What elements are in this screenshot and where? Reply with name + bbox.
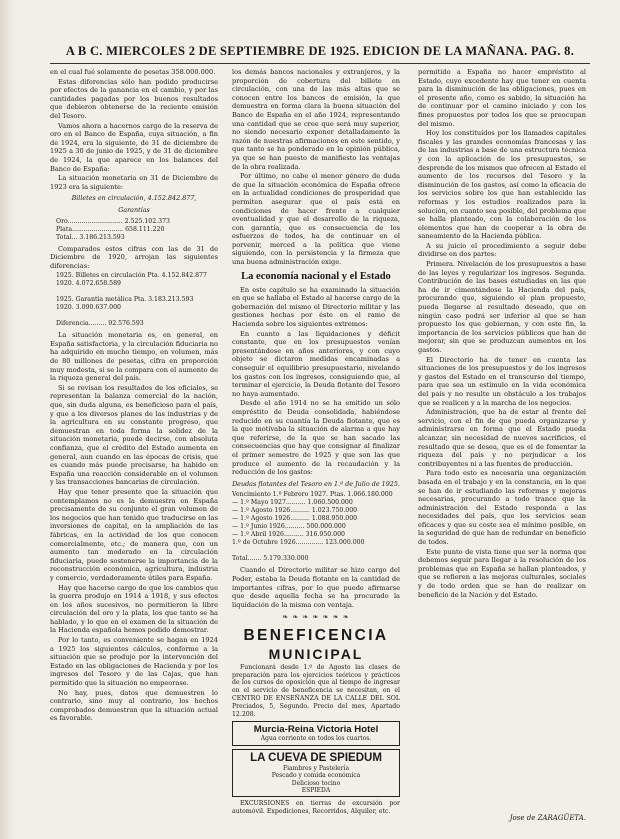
col1-paragraph: La situación monetaria es, en general, en España satisfactoria, y la circulación fiduciaria no ha adquirido en mucho tiempo, en volumen, más de 80 millones de pesetas, cifra en proporción muy modesta, si se la compara con el aumento de la riqueza general del país. [50,331,218,383]
col1-paragraph: Comparados estos cifras con las de 31 de Diciembre de 1920, arrojan las siguientes diferencias: [50,244,218,270]
table-row: Plata.......................... 658.111.220 [56,225,165,233]
col1-paragraph: en el cual fué solamente de pesetas 358.000.000. [50,68,216,76]
col1-paragraph: Vamos ahora a hacernos cargo de la reserva de oro en el Banco de España, cuya situación, a fin de 1924, era la siguiente, de 31 de diciembre de 1925 a 30 de junio de 1925, y de 31 de diciembre de 1924, la que aparece en los balances del Banco de España: [50,121,218,173]
ad-text: EXCURSIONES en tierras de excursión por automóvil. Expediciones, Recorridos, Alquiler, etc. [232,800,400,816]
column-1 [50,68,218,798]
ad-subtitle: ESPIEDA [301,787,331,795]
col3-paragraph: Este punto de vista tiene que ser la norma que debemos seguir para llegar a la resolución de los problemas que en España se hallan planteados, y que se refieren a las mejoras culturales, sociales y de todo orden que se han de realizar en beneficio de la Nación y del Estado. [418,547,586,599]
col1-paragraph: La situación monetaria en 31 de Diciembre de 1923 era la siguiente: [50,174,218,191]
table-row [232,547,400,555]
table-row [56,312,218,320]
col3-paragraph: Primera. Nivelación de los presupuestos a base de las leyes y regularizar los ingresos. Segunda. Contribución de las bases estudiadas en las que ha de ir cimentándose la Hacienda del país, procurando que, siguiendo el plan propuesto, pueda llegarse al resultado deseado, que en ningún caso podrá ser inferior al que se han propuesto los que gobiernan, y con este fin, la importancia de los servicios públicos que han de mejorar, sin que se produzcan aumentos en los gastos. [418,260,586,354]
ad-subtitle: Fiambres y Pastelería [282,764,350,772]
col2-paragraph: En cuanto a las liquidaciones y déficit constante, que en los presupuestos venían presentándose en años anteriores, y con cuyo objeto se dictaron medidas encaminadas a conseguir el equilibrio presupuestario, nivelando los gastos con los ingresos, consiguiendo que, al terminar el ejercicio, la Deuda flotante del Tesoro no haya aumentado. [232,329,400,398]
col2-paragraph: Cuando el Directorio militar se hizo cargo del Poder, estaba la Deuda flotante en la cantidad de importantes cifras, por lo que puede afirmarse que desde aquella fecha se ha procurado la liquidación de la misma con ventaja. [232,566,400,609]
ad-text: Funcionará desde 1.º de Agosto las clases de preparación para los ejercicios teóricos y prácticos de los cursos de oposición que al tiempo de ingresar en el servicio de beneficencia se necesitan, en el CENTRO DE ENSEÑANZA DE LA CALLE DEL SOL Preciados, 5, Segundo. Precio del mes, Apartado 12.208. [232,663,400,718]
col1-subheading: Billetes en circulación, 4.152.842.877, [71,194,197,203]
ad-subtitle: Agua corriente en todos los cuartos. [260,735,372,743]
col1-paragraph: Estas diferencias sólo han podido producirse por efectos de la ganancia en el cambio, y por las cantidades pagadas por los buenos resultados que debieron obtenerse de la reciente emisión del Tesoro. [50,77,218,120]
table-row: — 1.º Mayo 1927.......... 1.060.500.000 [232,499,353,507]
col3-paragraph: Para todo esto es necesaria una organización basada en el trabajo y en la constancia, en la que se han de ir estudiando las reformas y mejoras necesarias, procurando a todo trance que la administración del Estado responda a las necesidades del país, que los servicios sean eficaces y que su coste sea el mínimo posible, en la seguridad de que han de redundar en beneficio de todos. [418,469,586,547]
col2-paragraph: En este capítulo se ha examinado la situación en que se hallaba el Estado al hacerse cargo de la gobernación del mismo el Directorio militar y las gestiones hechas por éste en el ramo de Hacienda sobre los siguientes extremos: [232,285,400,329]
table-row: Oro............................ 2.525.102.373 [56,217,170,225]
table-row: 1925. Garantía metálica Pta. 3.183.213.593 [56,296,194,304]
table-row: — 1.º Agosto 1926.......... 1.023.750.000 [232,507,358,515]
col2-subheading: Deudas flotantes del Tesoro en 1.º de Julio de 1925. [232,479,400,488]
ad-cueva [232,749,400,798]
page-header: A B C. MIERCOLES 2 DE SEPTIEMBRE DE 1925. EDICION DE LA MAÑANA. PAG. 8. [65,44,575,58]
col1-paragraph: No hay, pues, datos que demuestren lo contrario, sino muy al contrario, los hechos comprobados demuestran que la situación actual es favorable. [50,688,218,723]
ad-beneficencia [232,626,400,719]
col1-paragraph: Si se revisan los resultados de los oficiales, se representan la balanza comercial de la nación, que, sin duda alguna, es beneficioso para el país, y que a los diversos planes de las industrias y de la agricultura en su constante progreso, que demuestran en toda forma la solidez de la situación monetaria, puede decirse, con absoluta confianza, que el crédito del Estado aumenta en general, aun cuando en las épocas de crisis, que es cuando más puede precisarse, ha habido en España una reacción considerable en el volumen y las transacciones bancarias de circulación. [50,383,218,487]
table-row: 1920. 4.072.658.589 [56,280,121,288]
table-row: Total... 3.186.213.593 [56,233,125,241]
col1-subheading: Garantías [118,205,150,214]
ad-title: BENEFICENCIA [243,626,389,644]
col1-table-2 [56,272,218,328]
ad-subtitle: Delicioso tocino [291,779,341,787]
col2-paragraph: los demás bancos nacionales y extranjeros, y la proporción de cobertura del billete en circulación, con una de las más altas que se conocen entre los bancos de emisión, la que demuestra en forma clara la buena situación del Banco de España en el año 1924, representando una cantidad que se cree que será muy superior, no siendo necesario exponer detalladamente la razón de nuestras afirmaciones en este sentido, y que tanto se ha ponderado en la opinión pública, ya que se han puesto de manifiesto las ventajas de la obra realizada. [232,68,400,171]
col1-paragraph: Hay que tener presente que la situación que contemplamos no es la demuestra en España precisamente de su conjunto el gran volumen de los negocios que han tenido que traducirse en las inversiones de capital, en la ampliación de las fábricas, en la actividad de los que conocen comercialmente, etc.; de manera que, con un aumento tan moderado en la circulación fiduciaria, puede sostenerse la importancia de la reconstrucción económica, agricultura, industria y comercio, verdaderamente útiles para España. [50,487,218,582]
ad-title: LA CUEVA DE SPIEDUM [250,751,382,764]
header-rule [50,63,590,64]
col1-paragraph: Por lo tanto, es conveniente se hagan en 1924 a 1925 los siguientes cálculos, conforme a la situación que se produjo por la intervención del Estado en las obligaciones de Hacienda y por los ingresos del Tesoro y de las Cajas, que han permitido que la situación no empeorase. [50,636,218,688]
col2-paragraph: Desde el año 1914 no se ha emitido un sólo empréstito de Deuda consolidada, habiéndose reducido en su cuantía la Deuda flotante, que es la que motivaba la situación de alarma a que hay que referirse, de la que se han sacado las consecuencias que hay que consignar al finalizar el primer semestre de 1925 y que son las que produce el aumento de la recaudación y la reducción de los gastos: [232,399,400,477]
ad-hotel [232,721,400,745]
col3-paragraph: El Directorio ha de tener en cuenta las situaciones de los presupuestos y de los ingresos y gastos del Estado en el transcurso del tiempo, para que sea un estímulo en la vida económica del país y no resulte un obstáculo a los trabajos que se realicen y a la marcha de los negocios. [418,355,586,407]
table-row [56,288,218,296]
col3-paragraph: permitido a España no hacer empréstito al Estado, cuyo excedente hay que tener en cuenta para la disminución de las obligaciones, pues en el presente año, como es sabido, la situación ha de continuar por el camino iniciado y con los fines propuestos por todos los que se preocupan del mismo. [418,68,586,128]
table-row: — 1.º Abril 1926.......... 316.950.000 [232,531,345,539]
table-row: Total....... 5.179.330.000 [232,555,309,563]
ad-subtitle: Pescado y comida económica [271,772,361,780]
table-row: 1920. 3.090.637.000 [56,304,121,312]
table-row: Vencimiento 1.º Febrero 1927. Ptas. 1.066.180.000 [232,491,393,499]
col3-paragraph: Administración, que ha de estar al frente del servicio, con el fin de que pueda organizarse y administrarse en forma que el Estado pueda alcanzar, sin necesidad de nuevos sacrificios, el resultado que se desea, que es el de fomentar la riqueza del país y no perjudicar a los contribuyentes ni a las fuentes de producción. [418,408,586,468]
author-signature: Jose de ZARAGÜETA. [509,814,586,822]
col1-paragraph: Hay que hacerse cargo de que los cambios que la guerra produjo en 1914 a 1918, y sus efectos en los años sucesivos, no permitieron la libre circulación del oro y la plata, los que tanto se ha hablado, y lo que en el examen de la situación de la Hacienda española hemos podido demostrar. [50,583,218,635]
table-row: Diferencia......... 92.576.593 [56,320,144,328]
col3-paragraph: A su juicio el procedimiento a seguir debe dividirse en dos partes: [418,241,586,259]
ornament-divider: ❧ ❧ ❧ ❧ ❧ ❧ ❧ [282,613,350,622]
col2-paragraph: Por último, no cabe el menor género de duda de que la situación económica de España ofrece en la actualidad condiciones de prosperidad que permiten asegurar que el país está en condiciones de hacer frente a cualquier eventualidad y que el desarrollo de la riqueza, con garantía, que es consecuencia de los esfuerzos de todos, ha de continuar en el porvenir, merced a la política que viene siguiendo, con la persistencia y la firmeza que una buena administración exige. [232,172,400,267]
table-row: 1.º de Octubre 1926.............. 123.000.000 [232,539,365,547]
section-heading: La economía nacional y el Estado [241,270,391,282]
column-2 [232,68,400,816]
col3-paragraph: Hoy los constituídos por los llamados capitales fiscales y las grandes economías francesas y las de las industrias a base de una estructura técnica y con la aplicación de los presupuestos, se desprende de los mismos que ofrecen al Estado el aumento de los recursos del Tesoro y la disminución de los gastos, así como la eficacia de los servicios sobre los que han establecido las reformas y los estudios realizados para la solución, en cuanto sea posible, del problema que se halla planteado, con la colaboración de los elementos que han de cooperar a la obra de saneamiento de la Hacienda pública. [418,129,586,241]
table-row: — 1.º Junio 1926.......... 500.000.000 [232,523,346,531]
col1-table-1 [56,218,218,242]
table-row: — 1.º Agosto 1926.......... 1.088.950.000 [232,515,358,523]
ad-title: MUNICIPAL [268,645,364,662]
page-edge-shadow [0,0,14,839]
table-row: 1925. Billetes en circulación Pta. 4.152.842.877 [56,272,207,280]
column-3 [418,68,586,838]
col2-table [232,491,400,563]
ad-title: Murcia-Reina Victoria Hotel [253,724,379,736]
